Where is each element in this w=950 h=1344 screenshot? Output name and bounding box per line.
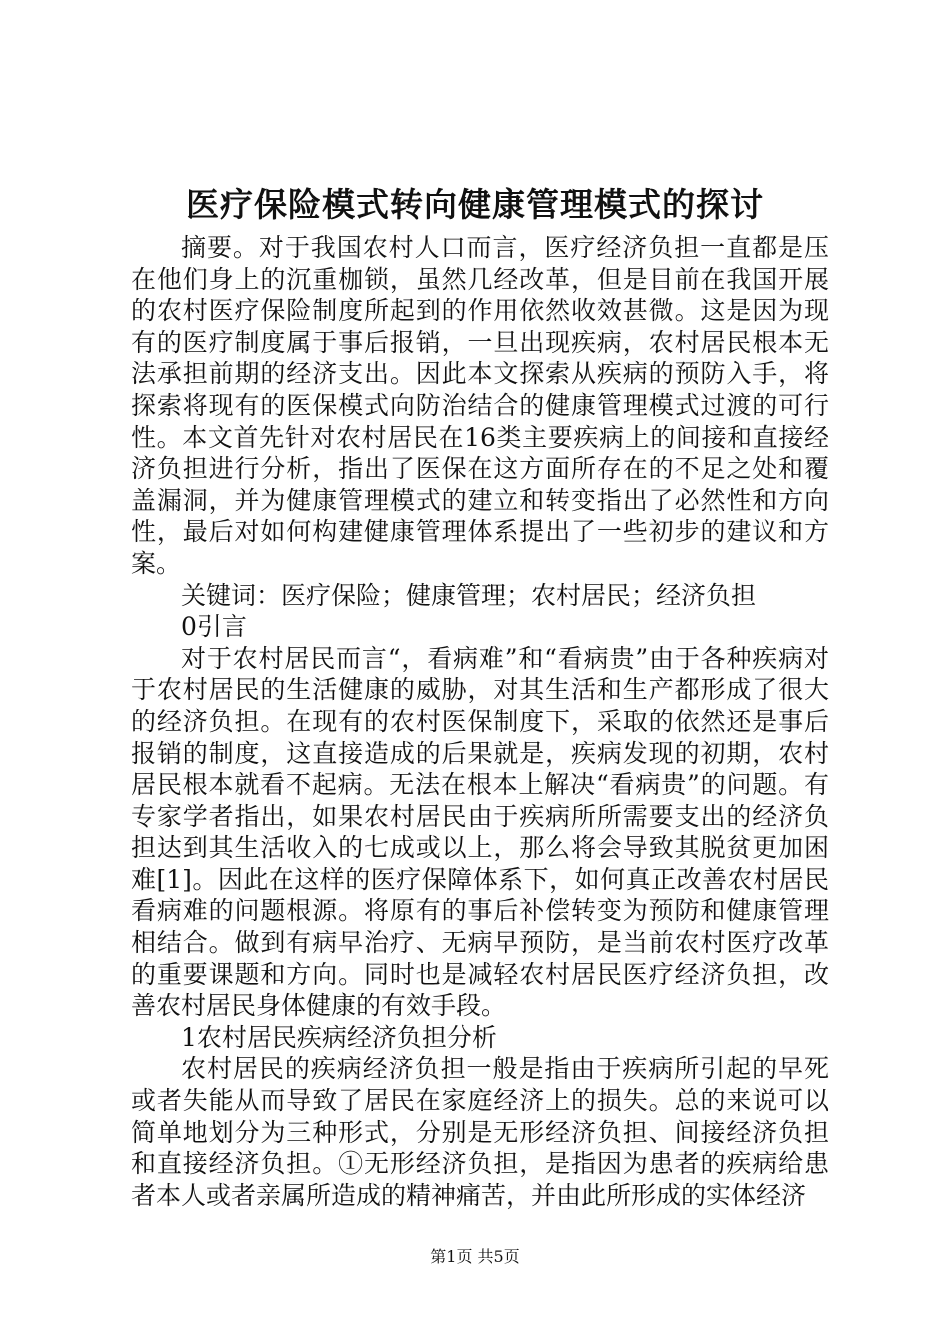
- page-footer: 第1页 共5页: [430, 1247, 520, 1266]
- document-body: [131, 232, 829, 1211]
- document-title: 医疗保险模式转向健康管理模式的探讨: [186, 185, 764, 224]
- section-1-heading: 1农村居民疾病经济负担分析: [181, 1022, 497, 1052]
- keywords-line: 关键词：医疗保险；健康管理；农村居民；经济负担: [181, 580, 757, 610]
- section-1-paragraph: 农村居民的疾病经济负担一般是指由于疾病所引起的早死或者失能从而导致了居民在家庭经济上的损失。总的来说可以简单地划分为三种形式，分别是无形经济负担、间接经济负担和直接经济负担。①无形经济负担，是指因为患者的疾病给患者本人或者亲属所造成的精神痛苦，并由此所形成的实体经济: [131, 1054, 829, 1210]
- abstract-paragraph: 摘要。对于我国农村人口而言，医疗经济负担一直都是压在他们身上的沉重枷锁，虽然几经改革，但是目前在我国开展的农村医疗保险制度所起到的作用依然收效甚微。这是因为现有的医疗制度属于事后报销，一旦出现疾病，农村居民根本无法承担前期的经济支出。因此本文探索从疾病的预防入手，将探索将现有的医保模式向防治结合的健康管理模式过渡的可行性。本文首先针对农村居民在16类主要疾病上的间接和直接经济负担进行分析，指出了医保在这方面所存在的不足之处和覆盖漏洞，并为健康管理模式的建立和转变指出了必然性和方向性，最后对如何构建健康管理体系提出了一些初步的建议和方案。: [131, 233, 829, 578]
- section-0-heading: 0引言: [181, 612, 247, 642]
- section-0-paragraph: 对于农村居民而言“，看病难”和“看病贵”由于各种疾病对于农村居民的生活健康的威胁，对其生活和生产都形成了很大的经济负担。在现有的农村医保制度下，采取的依然还是事后报销的制度，这直接造成的后果就是，疾病发现的初期，农村居民根本就看不起病。无法在根本上解决“看病贵”的问题。有专家学者指出，如果农村居民由于疾病所所需要支出的经济负担达到其生活收入的七成或以上，那么将会导致其脱贫更加困难[1]。因此在这样的医疗保障体系下，如何真正改善农村居民看病难的问题根源。将原有的事后补偿转变为预防和健康管理相结合。做到有病早治疗、无病早预防，是当前农村医疗改革的重要课题和方向。同时也是减轻农村居民医疗经济负担，改善农村居民身体健康的有效手段。: [131, 643, 829, 1021]
